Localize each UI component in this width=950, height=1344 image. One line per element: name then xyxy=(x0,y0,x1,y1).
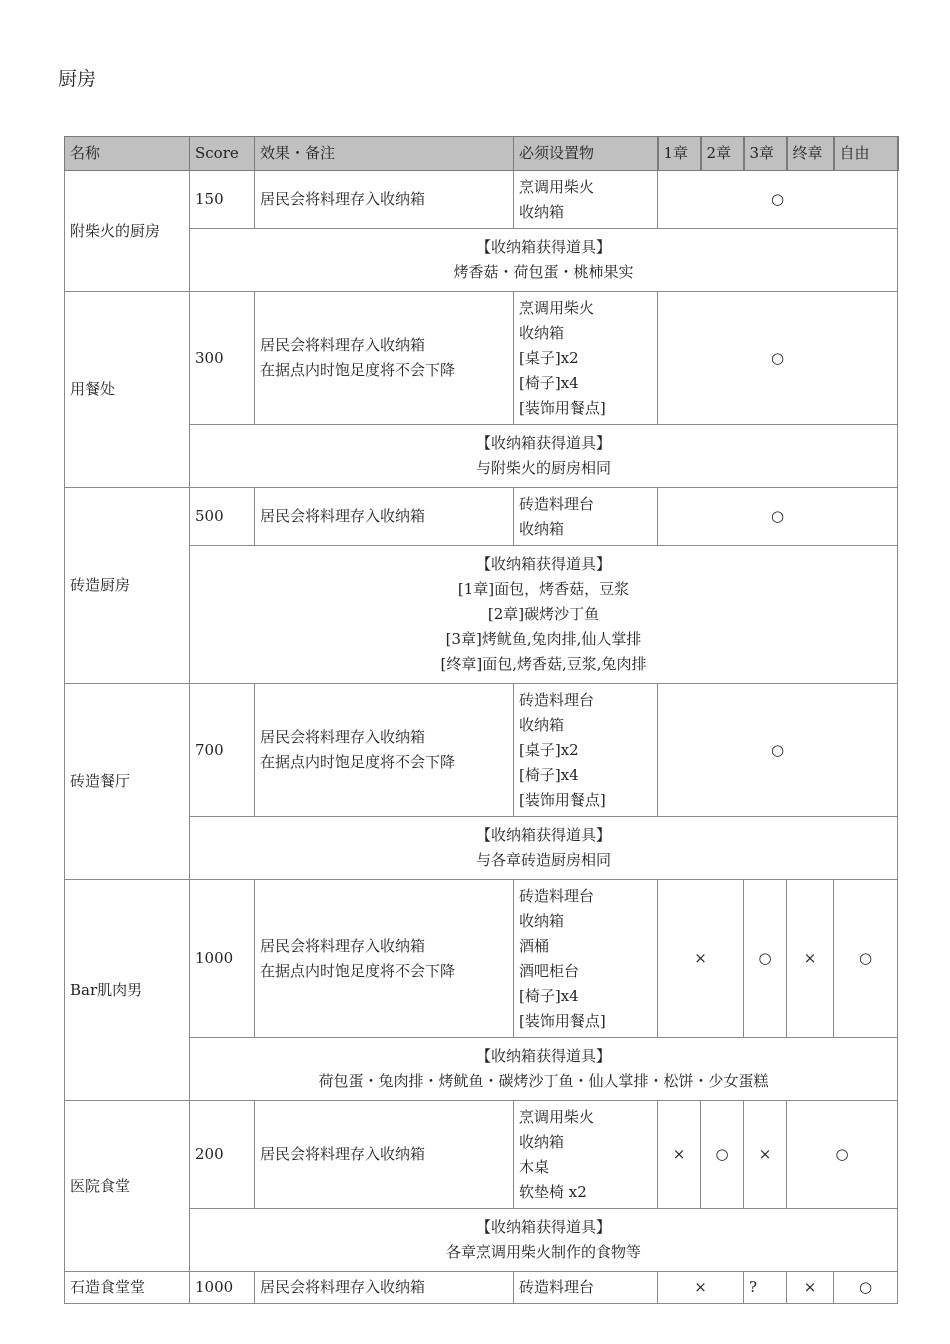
availability-free: ○ xyxy=(834,1272,898,1304)
table-row xyxy=(65,1272,898,1304)
drops-label: 【收纳箱获得道具】 xyxy=(475,826,611,844)
availability-free: ○ xyxy=(834,880,898,1038)
score-cell: 1000 xyxy=(190,1272,255,1304)
drops-label: 【收纳箱获得道具】 xyxy=(475,238,611,256)
table-row xyxy=(65,292,898,425)
items-cell: 砖造料理台 xyxy=(514,1272,658,1304)
table-row xyxy=(65,684,898,817)
score-cell: 1000 xyxy=(190,880,255,1038)
drops-cell: 【收纳箱获得道具】 荷包蛋・兔肉排・烤鱿鱼・碳烤沙丁鱼・仙人掌排・松饼・少女蛋糕 xyxy=(190,1038,898,1101)
drops-cell: 【收纳箱获得道具】 各章烹调用柴火制作的食物等 xyxy=(190,1209,898,1272)
header-row xyxy=(65,137,898,171)
effects-cell: 居民会将料理存入收纳箱 xyxy=(255,171,514,229)
facility-name: 石造食堂堂 xyxy=(65,1272,190,1304)
drops-row xyxy=(65,425,898,488)
effects-cell: 居民会将料理存入收纳箱 xyxy=(255,488,514,546)
table-row xyxy=(65,880,898,1038)
effects-cell: 居民会将料理存入收纳箱 在据点内时饱足度将不会下降 xyxy=(255,880,514,1038)
col-name-header: 名称 xyxy=(65,137,190,171)
score-cell: 200 xyxy=(190,1101,255,1209)
col-items-header: 必须设置物 xyxy=(514,137,658,171)
items-cell: 烹调用柴火 收纳箱 木桌 软垫椅 x2 xyxy=(514,1101,658,1209)
drops-cell: 【收纳箱获得道具】 [1章]面包，烤香菇，豆浆 [2章]碳烤沙丁鱼 [3章]烤鱿鱼,兔肉排,仙人掌排 [终章]面包,烤香菇,豆浆,兔肉排 xyxy=(190,546,898,684)
availability-ch1-ch2: × xyxy=(658,1272,744,1304)
table-row xyxy=(65,171,898,229)
col-final-header: 终章 xyxy=(787,137,834,171)
drops-row xyxy=(65,1038,898,1101)
col-ch3-header: 3章 xyxy=(744,137,787,171)
availability-final: × xyxy=(787,880,834,1038)
facility-name: 医院食堂 xyxy=(65,1101,190,1272)
drops-label: 【收纳箱获得道具】 xyxy=(475,1218,611,1236)
score-cell: 700 xyxy=(190,684,255,817)
facility-name: 砖造餐厅 xyxy=(65,684,190,880)
availability-ch3: ○ xyxy=(744,880,787,1038)
table-row xyxy=(65,488,898,546)
score-cell: 300 xyxy=(190,292,255,425)
drops-row xyxy=(65,817,898,880)
items-cell: 砖造料理台 收纳箱 xyxy=(514,488,658,546)
col-ch1-header: 1章 xyxy=(658,137,701,171)
page-title: 厨房 xyxy=(58,68,97,90)
score-cell: 500 xyxy=(190,488,255,546)
facility-name: 用餐处 xyxy=(65,292,190,488)
availability-ch3: × xyxy=(744,1101,787,1209)
col-effects-header: 效果・备注 xyxy=(255,137,514,171)
items-cell: 砖造料理台 收纳箱 酒桶 酒吧柜台 [椅子]x4 [装饰用餐点] xyxy=(514,880,658,1038)
availability-final-free: ○ xyxy=(787,1101,898,1209)
drops-label: 【收纳箱获得道具】 xyxy=(475,1047,611,1065)
items-cell: 砖造料理台 收纳箱 [桌子]x2 [椅子]x4 [装饰用餐点] xyxy=(514,684,658,817)
facility-name: 附柴火的厨房 xyxy=(65,171,190,292)
availability-cell: ○ xyxy=(658,292,898,425)
facility-name: Bar肌肉男 xyxy=(65,880,190,1101)
drops-label: 【收纳箱获得道具】 xyxy=(475,434,611,452)
availability-ch3: ? xyxy=(744,1272,787,1304)
col-score-header: Score xyxy=(190,137,255,171)
drops-cell: 【收纳箱获得道具】 烤香菇・荷包蛋・桃柿果实 xyxy=(190,229,898,292)
items-cell: 烹调用柴火 收纳箱 xyxy=(514,171,658,229)
facility-name: 砖造厨房 xyxy=(65,488,190,684)
availability-ch1: × xyxy=(658,1101,701,1209)
availability-ch2: ○ xyxy=(701,1101,744,1209)
availability-final: × xyxy=(787,1272,834,1304)
effects-cell: 居民会将料理存入收纳箱 在据点内时饱足度将不会下降 xyxy=(255,292,514,425)
availability-cell: ○ xyxy=(658,171,898,229)
col-free-header: 自由 xyxy=(834,137,898,171)
table-row xyxy=(65,1101,898,1209)
drops-cell: 【收纳箱获得道具】 与各章砖造厨房相同 xyxy=(190,817,898,880)
drops-row xyxy=(65,229,898,292)
effects-cell: 居民会将料理存入收纳箱 在据点内时饱足度将不会下降 xyxy=(255,684,514,817)
availability-cell: ○ xyxy=(658,684,898,817)
availability-cell: ○ xyxy=(658,488,898,546)
drops-cell: 【收纳箱获得道具】 与附柴火的厨房相同 xyxy=(190,425,898,488)
col-ch2-header: 2章 xyxy=(701,137,744,171)
effects-cell: 居民会将料理存入收纳箱 xyxy=(255,1272,514,1304)
drops-label: 【收纳箱获得道具】 xyxy=(475,555,611,573)
drops-row xyxy=(65,546,898,684)
availability-ch1-ch2: × xyxy=(658,880,744,1038)
kitchen-table xyxy=(64,136,899,1304)
score-cell: 150 xyxy=(190,171,255,229)
drops-row xyxy=(65,1209,898,1272)
items-cell: 烹调用柴火 收纳箱 [桌子]x2 [椅子]x4 [装饰用餐点] xyxy=(514,292,658,425)
effects-cell: 居民会将料理存入收纳箱 xyxy=(255,1101,514,1209)
